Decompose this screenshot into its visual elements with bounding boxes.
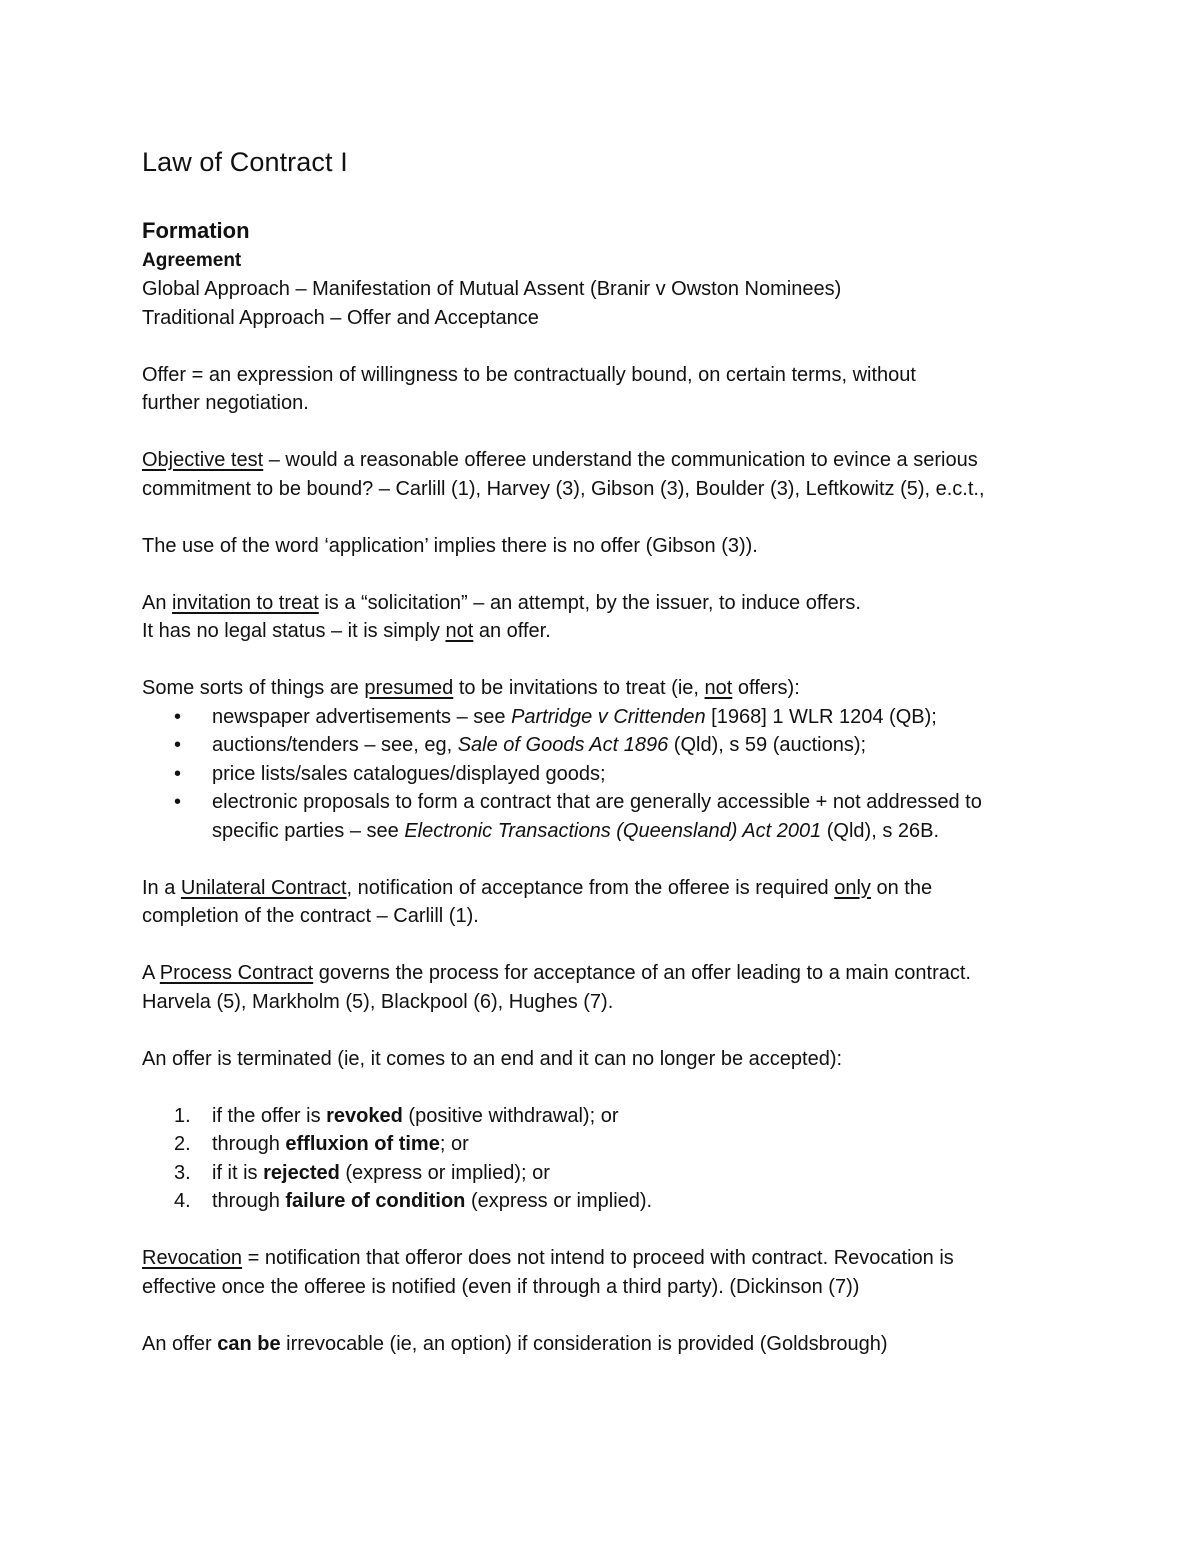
irrevocable-pre: An offer <box>142 1332 218 1355</box>
presumed-pre: Some sorts of things are <box>142 677 365 699</box>
unilateral-contract-paragraph <box>142 874 1072 931</box>
list-number: 1. <box>174 1104 191 1127</box>
list-item <box>142 760 1072 789</box>
n1-pre: if the offer is <box>212 1104 327 1127</box>
terminated-paragraph: An offer is terminated (ie, it comes to an end and it can no longer be accepted): <box>142 1047 843 1070</box>
n2-pre: through <box>212 1133 286 1155</box>
itt-status-not: not <box>445 620 474 642</box>
presumed-term: presumed <box>364 677 454 699</box>
b4-post: (Qld), s 26B. <box>821 819 940 842</box>
process-post: governs the process for acceptance of an offer leading to a main contract. <box>313 962 971 984</box>
spacer <box>142 1073 1072 1102</box>
b1-post: [1968] 1 WLR 1204 (QB); <box>705 705 937 728</box>
offer-definition-line-2: further negotiation. <box>142 392 309 414</box>
list-item <box>142 1130 1072 1159</box>
invitation-examples-list <box>142 703 1072 846</box>
revocation-line-1: = notification that offeror does not intend to proceed with contract. Revocation is <box>242 1247 954 1269</box>
b4-pre: specific parties – see <box>212 819 405 842</box>
list-number: 2. <box>174 1133 191 1155</box>
n4-post: (express or implied). <box>465 1190 653 1212</box>
presumed-post: offers): <box>732 677 800 699</box>
bullet-icon: • <box>174 791 182 813</box>
application-paragraph: The use of the word ‘application’ implies there is no offer (Gibson (3)). <box>142 534 758 557</box>
irrevocable-paragraph <box>142 1330 1072 1359</box>
process-contract-term: Process Contract <box>159 962 314 984</box>
process-pre: A <box>142 962 160 984</box>
objective-test-term: Objective test <box>142 449 264 471</box>
list-number: 4. <box>174 1190 191 1212</box>
bullet-icon: • <box>174 734 182 756</box>
unilateral-contract-term: Unilateral Contract <box>180 876 347 899</box>
itt-status-pre: It has no legal status – it is simply <box>142 620 446 642</box>
offer-definition <box>142 361 1072 418</box>
spacer <box>142 1016 1072 1045</box>
unilateral-only: only <box>834 876 871 899</box>
b2-pre: auctions/tenders – see, eg, <box>212 734 458 756</box>
list-item <box>142 788 1072 845</box>
presumed-not: not <box>704 677 733 699</box>
offer-definition-line-1: Offer = an expression of willingness to be contractually bound, on certain terms, without <box>142 363 916 386</box>
list-number: 3. <box>174 1161 191 1184</box>
spacer <box>142 418 1072 447</box>
b1-pre: newspaper advertisements – see <box>212 705 512 728</box>
b4-act: Electronic Transactions (Queensland) Act 2001 <box>404 819 822 842</box>
traditional-approach-line: Traditional Approach – Offer and Acceptance <box>142 306 539 329</box>
b4-line-1: electronic proposals to form a contract that are generally accessible + not addressed to <box>212 791 982 813</box>
document-body <box>142 142 1072 1358</box>
list-item <box>142 703 1072 732</box>
n3-term: rejected <box>263 1161 340 1184</box>
bullet-icon: • <box>174 705 182 728</box>
b2-post: (Qld), s 59 (auctions); <box>668 734 867 756</box>
spacer <box>142 646 1072 675</box>
unilateral-line-2: completion of the contract – Carlill (1). <box>142 905 479 927</box>
objective-test-cases: commitment to be bound? – Carlill (1), Harvey (3), Gibson (3), Boulder (3), Leftkowitz (5), e.c.t., <box>142 477 985 500</box>
objective-test-text: – would a reasonable offeree understand the communication to evince a serious <box>263 449 978 471</box>
b1-case: Partridge v Crittenden <box>511 705 706 728</box>
itt-text-pre: An <box>142 591 173 614</box>
n2-post: ; or <box>439 1133 469 1155</box>
spacer <box>142 845 1072 874</box>
b2-act: Sale of Goods Act 1896 <box>457 734 669 756</box>
unilateral-pre: In a <box>142 876 181 899</box>
spacer <box>142 503 1072 532</box>
objective-test-paragraph <box>142 446 1072 503</box>
global-approach-line: Global Approach – Manifestation of Mutual Assent (Branir v Owston Nominees) <box>142 278 842 300</box>
spacer <box>142 1216 1072 1245</box>
n1-post: (positive withdrawal); or <box>402 1104 619 1127</box>
bullet-icon: • <box>174 762 182 785</box>
revocation-line-2: effective once the offeree is notified (even if through a third party). (Dickinson (7)) <box>142 1275 860 1298</box>
unilateral-mid: , notification of acceptance from the offeree is required <box>346 876 835 899</box>
n3-post: (express or implied); or <box>339 1161 550 1184</box>
list-item <box>142 731 1072 760</box>
spacer <box>142 1301 1072 1330</box>
n3-pre: if it is <box>212 1161 264 1184</box>
spacer <box>142 560 1072 589</box>
document-title: Law of Contract I <box>142 147 348 177</box>
spacer <box>142 931 1072 960</box>
heading-formation: Formation <box>142 218 250 243</box>
irrevocable-post: irrevocable (ie, an option) if consideration is provided (Goldsbrough) <box>280 1332 888 1355</box>
b3-text: price lists/sales catalogues/displayed goods; <box>212 762 606 785</box>
heading-agreement: Agreement <box>142 250 242 271</box>
presumed-paragraph <box>142 674 1072 703</box>
termination-list <box>142 1102 1072 1216</box>
n2-term: effluxion of time <box>285 1133 440 1155</box>
list-item <box>142 1102 1072 1131</box>
itt-text-post: is a “solicitation” – an attempt, by the issuer, to induce offers. <box>318 591 861 614</box>
itt-status-post: an offer. <box>473 620 551 642</box>
process-line-2: Harvela (5), Markholm (5), Blackpool (6), Hughes (7). <box>142 990 614 1013</box>
revocation-term: Revocation <box>142 1247 243 1269</box>
spacer <box>142 332 1072 361</box>
invitation-to-treat-paragraph <box>142 589 1072 646</box>
irrevocable-bold: can be <box>217 1332 281 1355</box>
list-item <box>142 1159 1072 1188</box>
n4-pre: through <box>212 1190 286 1212</box>
revocation-paragraph <box>142 1244 1072 1301</box>
n4-term: failure of condition <box>285 1190 466 1212</box>
process-contract-paragraph <box>142 959 1072 1016</box>
presumed-mid: to be invitations to treat (ie, <box>453 677 705 699</box>
n1-term: revoked <box>326 1104 403 1127</box>
invitation-to-treat-term: invitation to treat <box>172 591 319 614</box>
list-item <box>142 1187 1072 1216</box>
unilateral-post: on the <box>870 876 933 899</box>
